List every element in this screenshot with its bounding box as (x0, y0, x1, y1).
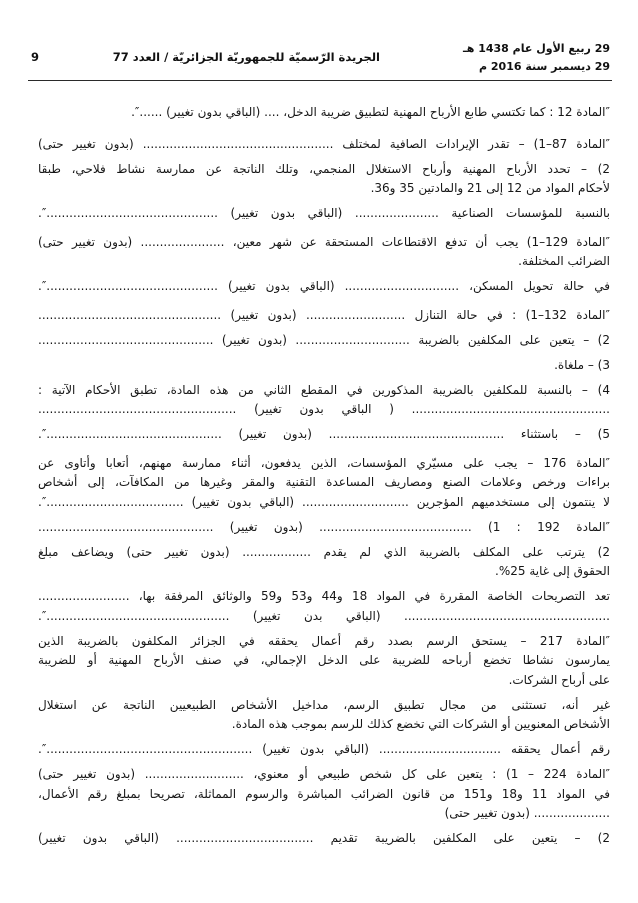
article-217-exception (38, 696, 610, 735)
text-line: 4) – بالنسبة للمكلفين بالضريبة المذكورين في المقطع الثاني من هذه المادة، تطبق الأحكام الآتية : (38, 382, 610, 397)
article-132-3 (38, 356, 610, 376)
text-line: براءات ورخص وعلامات الصنع ومصاريف المساعدة التقنية والمقر وغيرها من المكافآت، إلى أشخاص (38, 475, 610, 489)
article-224-1 (38, 765, 610, 824)
declarations-clause (38, 587, 610, 626)
article-12 (38, 103, 610, 123)
text-line: ″المادة 132–1) : في حالة التنازل .......................... (بدون تغيير) ................................................ (38, 307, 610, 322)
text-line: .................................................... ( الباقي بدون تغيير) .................................................... (38, 402, 610, 416)
article-217 (38, 632, 610, 691)
text-line: .................... (بدون تغيير حتى) (444, 806, 610, 820)
text-line: 3) – ملغاة. (554, 357, 610, 372)
text-line: رقم أعمال يحققه ................................ (الباقي بدون تغيير) ......................................................″. (38, 742, 610, 756)
text-line: ″المادة 129–1) يجب أن تدفع الاقتطاعات المستحقة عن شهر معين، ...................... (بدون تغيير حتى) (38, 234, 610, 249)
text-line: لا ينتمون إلى مستخدميهم المؤجرين ............................ (الباقي بدون تغيير) ....................................″. (38, 494, 610, 509)
text-line: 2) – يتعين على المكلفين بالضريبة تقديم .................................... (الباقي بدون تغيير) (38, 831, 610, 845)
article-132-5 (38, 425, 610, 445)
article-87-1 (38, 135, 610, 155)
header-dates (463, 40, 610, 76)
text-line: ″المادة 87–1) – تقدر الإيرادات الصافية لمختلف .................................................. (بدون تغيير حتى) (38, 136, 610, 151)
industrial-enterprises-clause (38, 204, 610, 224)
article-87-2 (38, 160, 610, 199)
text-line: على أرباح الشركات. (508, 672, 610, 687)
text-line: 2) – تحدد الأرباح المهنية وأرباح الاستغلال المنجمي، وتلك الناتجة عن ممارسة نشاط فلاحي، طبقا (38, 161, 610, 176)
article-192-2 (38, 543, 610, 582)
text-line: يمارسون نشاطا تخضع أرباحه للضريبة على الدخل الإجمالي، في صنف الأرباح المهنية أو للضريبة (38, 653, 610, 667)
text-line: الحقوق إلى غاية 25%. (495, 564, 610, 578)
article-192-1 (38, 518, 610, 538)
text-line: الضرائب المختلفة. (518, 254, 610, 268)
text-line: لأحكام المواد من 12 إلى 21 والمادتين 35 و36. (370, 181, 610, 195)
text-line: بالنسبة للمؤسسات الصناعية ...................... (الباقي بدون تغيير) .............................................″. (38, 206, 610, 220)
text-line: في المواد 11 و18 و151 من قانون الضرائب المباشرة والرسوم المماثلة، تصريحا بمبلغ رقم الأعمال، (38, 786, 611, 801)
article-224-2 (38, 829, 610, 849)
text-line: الأشخاص المعنويين أو الشركات التي تخضع كذلك للرسم بموجب هذه المادة. (231, 717, 610, 731)
text-line: ...................................................... (الباقي بدن تغيير) ................................................″. (38, 608, 610, 623)
article-132-2 (38, 331, 610, 351)
text-line: 2) يترتب على المكلف بالضريبة الذي لم يقدم .................. (بدون تغيير حتى) ويضاعف مبلغ (38, 544, 610, 559)
page-body (38, 103, 610, 849)
turnover-clause (38, 740, 610, 760)
article-132-4 (38, 381, 610, 420)
housing-transfer-clause (38, 277, 610, 297)
article-132-1 (38, 306, 610, 326)
article-176 (38, 454, 610, 513)
text-line: ″المادة 224 – 1) : يتعين على كل شخص طبيعي أو معنوي، .......................... (بدون تغيير حتى) (38, 767, 611, 781)
article-129-1 (38, 233, 610, 272)
text-line: غير أنه، تستثنى من مجال تطبيق الرسم، مداخيل الأشخاص الطبيعيين الناتجة عن استغلال (38, 697, 610, 712)
page-number: 9 (31, 50, 40, 64)
text-line: ″المادة 217 – يستحق الرسم بصدد رقم أعمال يحققه في الجزائر المكلفون بالضريبة الذين (38, 633, 610, 648)
header-divider (28, 80, 612, 81)
text-line: 2) – يتعين على المكلفين بالضريبة .............................. (بدون تغيير) .............................................. (38, 332, 610, 347)
text-line: في حالة تحويل المسكن، .............................. (الباقي بدون تغيير) .............................................″. (38, 279, 610, 293)
hijri-date: 29 ربيع الأول عام 1438 هـ (463, 42, 610, 55)
text-line: ″المادة 12 : كما تكتسي طابع الأرباح المهنية لتطبيق ضريبة الدخل، .... (الباقي بدون تغيير) ......″. (131, 105, 610, 119)
text-line: تعد التصريحات الخاصة المقررة في المواد 18 و44 و53 و59 والوثائق المرفقة بها، ........................ (38, 589, 611, 603)
text-line: 5) – باستثناء .............................................. (بدون تغيير) ..............................................″. (38, 427, 610, 441)
gregorian-date: 29 ديسمبر سنة 2016 م (479, 60, 610, 73)
text-line: ″المادة 192 : 1) ........................................ (بدون تغيير) .............................................. (38, 519, 611, 534)
text-line: ″المادة 176 – يجب على مسيّري المؤسسات، الذين يدفعون، أثناء ممارسة مهنهم، أتعابا وأتاوى عن (38, 455, 610, 470)
journal-title: الجريدة الرّسميّة للجمهوريّة الجزائريّة / العدد 77 (112, 50, 380, 64)
